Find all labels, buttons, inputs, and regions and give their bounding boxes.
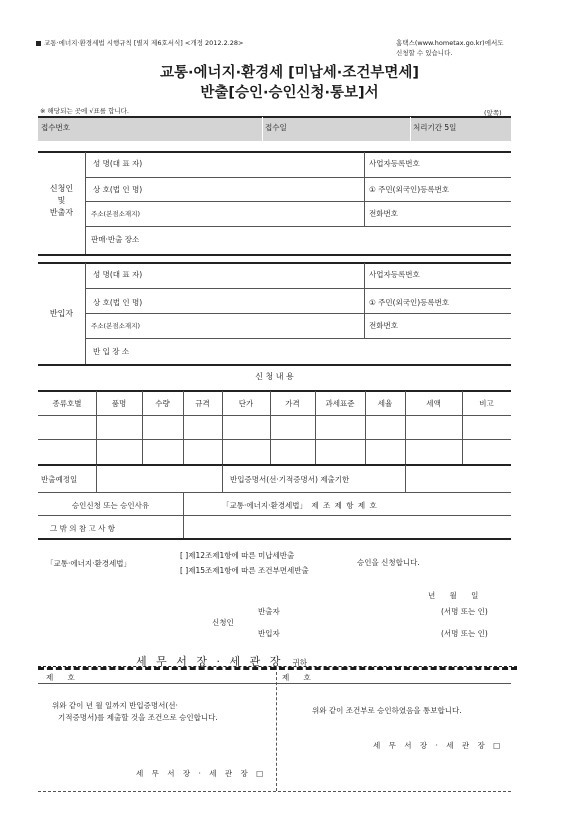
rule (38, 791, 511, 792)
rule (38, 415, 511, 416)
importer-phone-field[interactable]: 전화번호 (369, 321, 398, 330)
rule (85, 177, 511, 178)
rule (85, 152, 86, 254)
approval-number-right[interactable]: 제 호 (282, 673, 311, 682)
importer-place-field[interactable]: 반 입 장 소 (93, 347, 130, 356)
check-note: ※ 해당되는 곳에 √표를 합니다. (40, 107, 129, 115)
approval-text-right: 위와 같이 조건부로 승인하였음을 통보합니다. (312, 706, 462, 715)
receipt-number-label: 접수번호 (41, 123, 70, 132)
form-title-1: 교통·에너지·환경세 [미납세·조건부면세] (160, 65, 419, 81)
declaration-option-2[interactable]: [ ]제15조제1항에 따른 조건부면세반출 (180, 566, 309, 575)
applicant-section-label (38, 183, 85, 219)
releaser-signature[interactable]: (서명 또는 인) (441, 607, 488, 616)
declaration-releaser-label: 반출자 (258, 607, 280, 616)
hometax-notice-2: 신청할 수 있습니다. (396, 49, 453, 57)
approval-sign-right: 세 무 서 장 · 세 관 장 □ (373, 741, 504, 750)
rule (364, 152, 365, 226)
rule (38, 464, 511, 466)
rule (38, 515, 511, 516)
request-column-header: 수량 (155, 399, 170, 408)
rule (410, 117, 411, 141)
rule (85, 226, 511, 227)
importer-section-label: 반입자 (49, 309, 74, 318)
deadline-label: 반입증명서(선·기적증명서) 제출기한 (230, 475, 350, 484)
hometax-notice-1: 홈택스(www.hometax.go.kr)에서도 (396, 39, 504, 47)
rule (276, 667, 277, 791)
rule (38, 492, 511, 493)
rule (364, 263, 365, 338)
rule (38, 683, 511, 684)
reason-label: 승인신청 또는 승인사유 (71, 501, 150, 510)
declaration-importer-label: 반입자 (258, 629, 280, 638)
rule (38, 116, 511, 118)
bullet-square-icon (36, 41, 41, 46)
receipt-date-label: 접수일 (265, 123, 287, 132)
processing-period-label: 처리기간 5일 (413, 123, 457, 132)
approval-text-left-1: 위와 같이 년 월 일까지 반입증명서(선· (52, 701, 178, 710)
applicant-sales-place-field[interactable]: 판매·반출 장소 (91, 235, 140, 244)
rule (38, 254, 511, 256)
rule (38, 439, 511, 440)
applicant-company-field[interactable]: 상 호(법 인 명) (93, 185, 143, 194)
rule (96, 465, 97, 492)
declaration-applicant-label: 신청인 (212, 618, 234, 627)
importer-resident-no-field[interactable]: ① 주민(외국인)등록번호 (369, 298, 450, 307)
applicant-resident-no-field[interactable]: ① 주민(외국인)등록번호 (369, 185, 450, 194)
rule (85, 313, 511, 314)
request-column-header: 종류호별 (52, 399, 82, 408)
importer-address-field[interactable]: 주소(본점소재지) (91, 322, 141, 330)
rule (85, 338, 511, 339)
other-notes-label: 그 밖 의 참 고 사 항 (50, 524, 116, 533)
recipient-name: 세 무 서 장 · 세 관 장 (136, 655, 284, 668)
request-column-header: 단가 (238, 399, 254, 408)
rule (183, 493, 184, 538)
rule (38, 390, 511, 392)
applicant-biz-no-field[interactable]: 사업자등록번호 (369, 159, 420, 168)
rule (85, 288, 511, 289)
declaration-date[interactable]: 년 월 일 (428, 591, 479, 600)
form-title-2: 반출[승인·승인신청·통보]서 (200, 85, 379, 101)
rule (38, 262, 511, 264)
request-column-header: 규격 (195, 399, 210, 408)
page-side: (앞쪽) (484, 109, 502, 117)
form-reference (36, 38, 244, 47)
applicant-label-1: 신청인 (49, 184, 74, 193)
request-column-header: 세액 (426, 399, 441, 408)
applicant-label-3: 반출자 (49, 208, 74, 217)
rule (38, 151, 511, 153)
release-date-label: 반출예정일 (41, 475, 78, 484)
request-column-header: 가격 (285, 399, 300, 408)
importer-company-field[interactable]: 상 호(법 인 명) (93, 298, 143, 307)
declaration-option-1[interactable]: [ ]제12조제1항에 따른 미납세반출 (180, 551, 295, 560)
rule (222, 465, 223, 492)
declaration-request-text: 승인을 신청합니다. (357, 558, 420, 567)
approval-sign-left: 세 무 서 장 · 세 관 장 □ (136, 769, 267, 778)
applicant-label-2: 및 (57, 196, 66, 205)
rule (262, 117, 263, 141)
importer-biz-no-field[interactable]: 사업자등록번호 (369, 270, 420, 279)
request-column-header: 과세표준 (325, 399, 355, 408)
request-column-header: 품명 (111, 399, 127, 408)
applicant-name-field[interactable]: 성 명(대 표 자) (93, 159, 143, 168)
form-reference-text: 교통·에너지·환경세법 시행규칙 [별지 제6호서식] <개정 2012.2.28> (44, 39, 244, 47)
request-heading: 신 청 내 용 (255, 372, 294, 381)
applicant-address-field[interactable]: 주소(본점소재지) (91, 210, 141, 218)
rule (38, 666, 517, 670)
applicant-phone-field[interactable]: 전화번호 (369, 209, 398, 218)
rule (38, 538, 511, 540)
importer-signature[interactable]: (서명 또는 인) (441, 629, 488, 638)
approval-text-left-2: 기적증명서)를 제출할 것을 조건으로 승인합니다. (58, 713, 218, 722)
rule (85, 263, 86, 364)
rule (38, 364, 511, 366)
rule (85, 201, 511, 202)
request-column-header: 세율 (377, 399, 393, 408)
request-column-header: 비고 (479, 399, 494, 408)
importer-name-field[interactable]: 성 명(대 표 자) (93, 270, 143, 279)
rule (405, 465, 406, 492)
reason-value[interactable]: 「교통·에너지·환경세법」 제 조 제 항 제 호 (222, 501, 377, 510)
approval-number-left[interactable]: 제 호 (46, 673, 75, 682)
recipient-suffix: 귀하 (292, 658, 307, 667)
declaration-law: 「교통·에너지·환경세법」 (46, 559, 131, 568)
